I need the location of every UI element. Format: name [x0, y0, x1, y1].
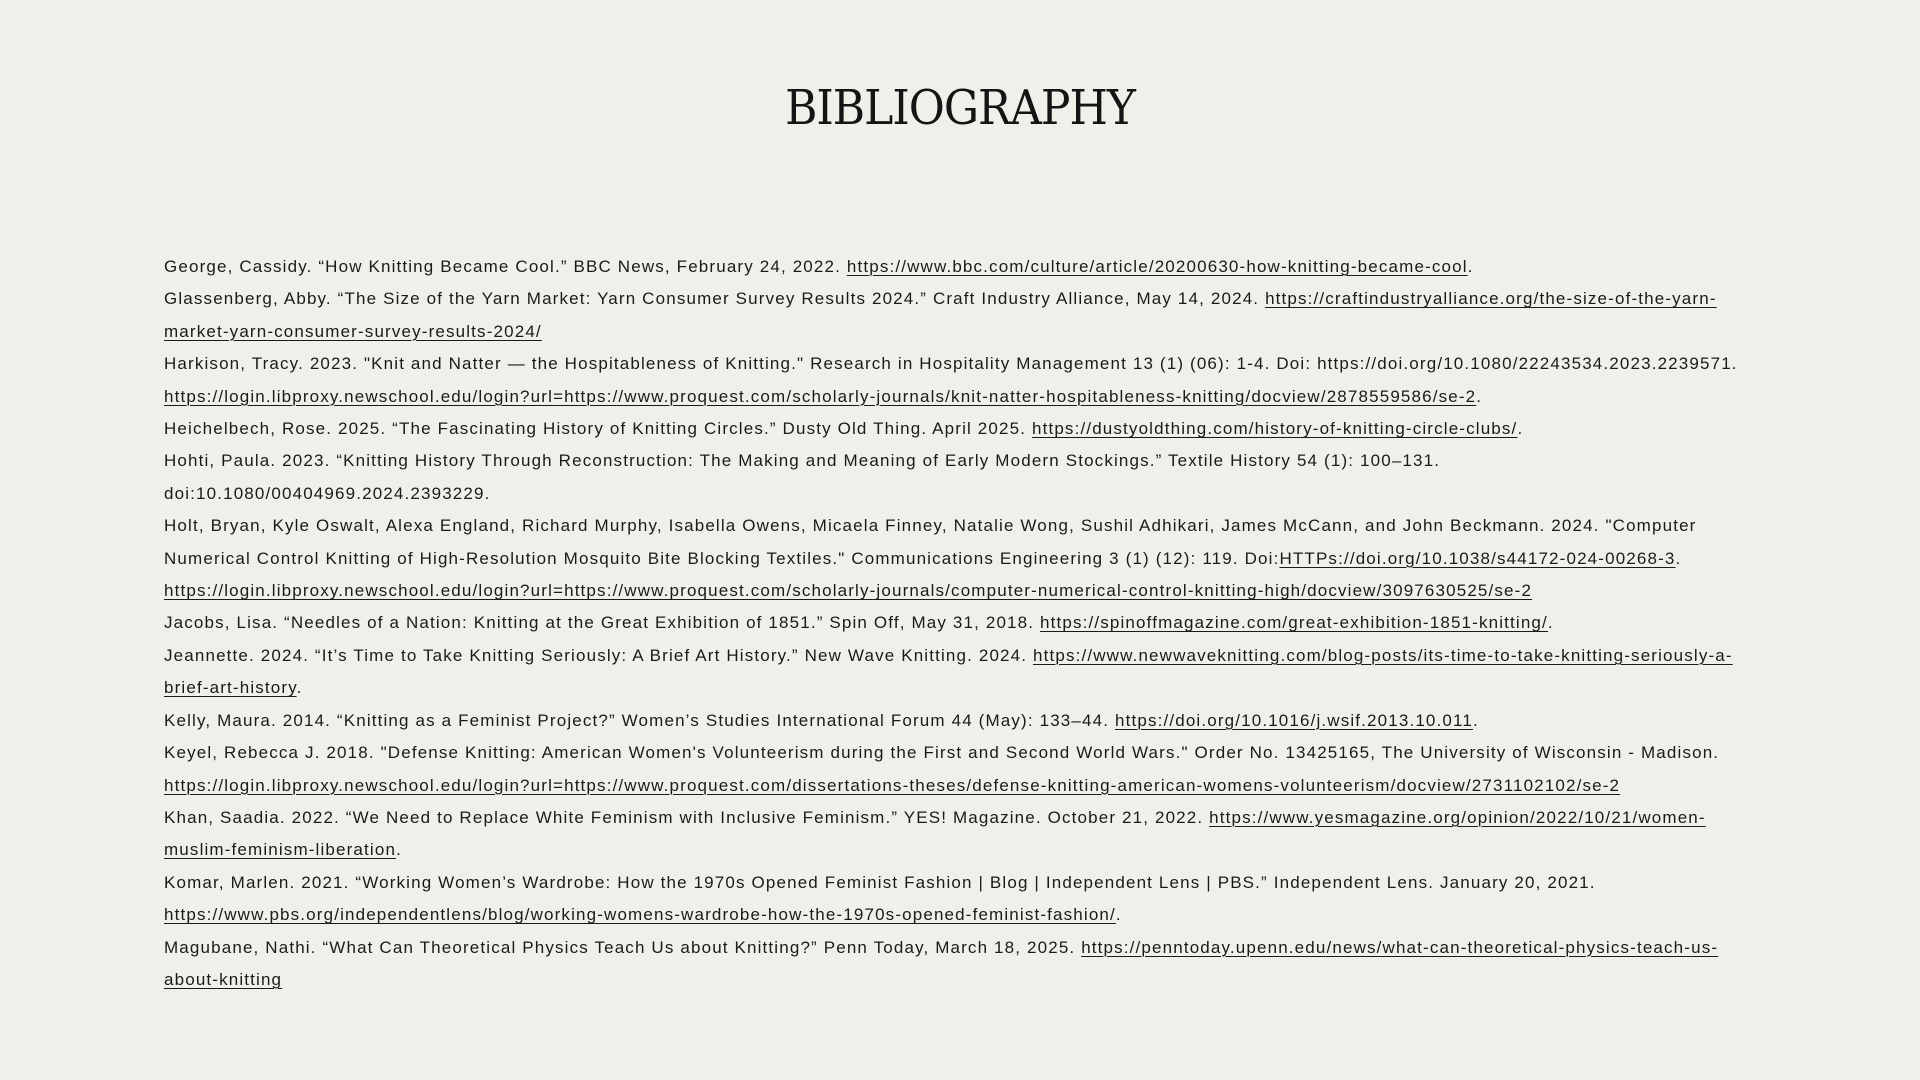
bibliography-entry: Magubane, Nathi. “What Can Theoretical Physics Teach Us about Knitting?” Penn Today, March 18, 2025. https://penntoday.upenn.edu/news/what-can-theoretical-physics-teach-us-about-knitting: [164, 937, 1719, 989]
bibliography-entry: Keyel, Rebecca J. 2018. "Defense Knitting: American Women's Volunteerism during the First and Second World Wars." Order No. 13425165, The University of Wisconsin - Madison. https://login.libproxy.newschool.edu/login?url=https://www.proquest.com/dissertations-theses/defense-knitting-american-womens-volunteerism/docview/2731102102/se-2: [164, 743, 1720, 795]
reference-link[interactable]: https://login.libproxy.newschool.edu/login?url=https://www.proquest.com/scholarly-journals/computer-numerical-control-knitting-high/docview/3097630525/se-2: [164, 581, 1533, 601]
reference-link[interactable]: https://craftindustryalliance.org/the-size-of-the-yarn-market-yarn-consumer-survey-results-2024/: [164, 289, 1717, 341]
reference-link[interactable]: https://www.yesmagazine.org/opinion/2022/10/21/women-muslim-feminism-liberation: [164, 807, 1706, 860]
bibliography-entry: Holt, Bryan, Kyle Oswalt, Alexa England, Richard Murphy, Isabella Owens, Micaela Finney, Natalie Wong, Sushil Adhikari, James McCann, and John Beckmann. 2024. "Computer Numerical Control Knitting of High-Resolution Mosquito Bite Blocking Textiles." Communications Engineering 3 (1) (12): 119. Doi:HTTPs://doi.org/10.1038/s44172-024-00268-3. https://login.libproxy.newschool.edu/login?url=https://www.proquest.com/scholarly-journals/computer-numerical-control-knitting-high/docview/3097630525/se-2: [164, 516, 1697, 601]
page-title: BIBLIOGRAPHY: [785, 81, 1135, 137]
doi-link[interactable]: HTTPs://doi.org/10.1038/s44172-024-00268-3: [1279, 548, 1676, 568]
bibliography-entry: Harkison, Tracy. 2023. "Knit and Natter — the Hospitableness of Knitting." Research in Hospitality Management 13 (1) (06): 1-4. Doi: https://doi.org/10.1080/22243534.2023.2239571. https://login.libproxy.newschool.edu/login?url=https://www.proquest.com/scholarly-journals/knit-natter-hospitableness-knitting/docview/2878559586/se-2.: [164, 354, 1738, 406]
reference-link[interactable]: https://www.bbc.com/culture/article/20200630-how-knitting-became-cool: [846, 257, 1468, 276]
bibliography-list: [164, 251, 1756, 996]
bibliography-entry: Kelly, Maura. 2014. “Knitting as a Feminist Project?” Women’s Studies International Forum 44 (May): 133–44. https://doi.org/10.1016/j.wsif.2013.10.011.: [164, 710, 1479, 730]
reference-link[interactable]: https://spinoffmagazine.com/great-exhibition-1851-knitting/: [1040, 613, 1548, 633]
reference-link[interactable]: https://www.pbs.org/independentlens/blog/working-womens-wardrobe-how-the-1970s-opened-feminist-fashion/: [164, 905, 1116, 925]
reference-link[interactable]: https://www.newwaveknitting.com/blog-posts/its-time-to-take-knitting-seriously-a-brief-art-history: [164, 645, 1733, 698]
reference-link[interactable]: https://penntoday.upenn.edu/news/what-can-theoretical-physics-teach-us-about-knitting: [164, 937, 1719, 989]
bibliography-entry: Heichelbech, Rose. 2025. “The Fascinating History of Knitting Circles.” Dusty Old Thing. April 2025. https://dustyoldthing.com/history-of-knitting-circle-clubs/.: [164, 419, 1524, 439]
bibliography-entry: Jeannette. 2024. “It’s Time to Take Knitting Seriously: A Brief Art History.” New Wave Knitting. 2024. https://www.newwaveknitting.com/blog-posts/its-time-to-take-knitting-seriously-a-brief-art-history.: [164, 645, 1733, 698]
bibliography-entry: Glassenberg, Abby. “The Size of the Yarn Market: Yarn Consumer Survey Results 2024.” Craft Industry Alliance, May 14, 2024. https://craftindustryalliance.org/the-size-of-the-yarn-market-yarn-consumer-survey-results-2024/: [164, 289, 1717, 341]
reference-link[interactable]: https://dustyoldthing.com/history-of-knitting-circle-clubs/: [1031, 419, 1518, 439]
bibliography-entry: Hohti, Paula. 2023. “Knitting History Through Reconstruction: The Making and Meaning of Early Modern Stockings.” Textile History 54 (1): 100–131. doi:10.1080/00404969.2024.2393229.: [164, 451, 1441, 503]
bibliography-entry: Komar, Marlen. 2021. “Working Women’s Wardrobe: How the 1970s Opened Feminist Fashion | Blog | Independent Lens | PBS.” Independent Lens. January 20, 2021. https://www.pbs.org/independentlens/blog/working-womens-wardrobe-how-the-1970s-opened-feminist-fashion/.: [164, 872, 1596, 925]
bibliography-entry: Khan, Saadia. 2022. “We Need to Replace White Feminism with Inclusive Feminism.” YES! Magazine. October 21, 2022. https://www.yesmagazine.org/opinion/2022/10/21/women-muslim-feminism-liberation.: [164, 807, 1706, 860]
bibliography-entry: George, Cassidy. “How Knitting Became Cool.” BBC News, February 24, 2022. https://www.bbc.com/culture/article/20200630-how-knitting-became-cool.: [164, 257, 1474, 276]
reference-link[interactable]: https://login.libproxy.newschool.edu/login?url=https://www.proquest.com/dissertations-theses/defense-knitting-american-womens-volunteerism/docview/2731102102/se-2: [164, 775, 1621, 795]
bibliography-entry: Jacobs, Lisa. “Needles of a Nation: Knitting at the Great Exhibition of 1851.” Spin Off, May 31, 2018. https://spinoffmagazine.com/great-exhibition-1851-knitting/.: [164, 613, 1554, 633]
reference-link[interactable]: https://login.libproxy.newschool.edu/login?url=https://www.proquest.com/scholarly-journals/knit-natter-hospitableness-knitting/docview/2878559586/se-2: [164, 386, 1477, 406]
reference-link[interactable]: https://doi.org/10.1016/j.wsif.2013.10.011: [1114, 710, 1473, 730]
